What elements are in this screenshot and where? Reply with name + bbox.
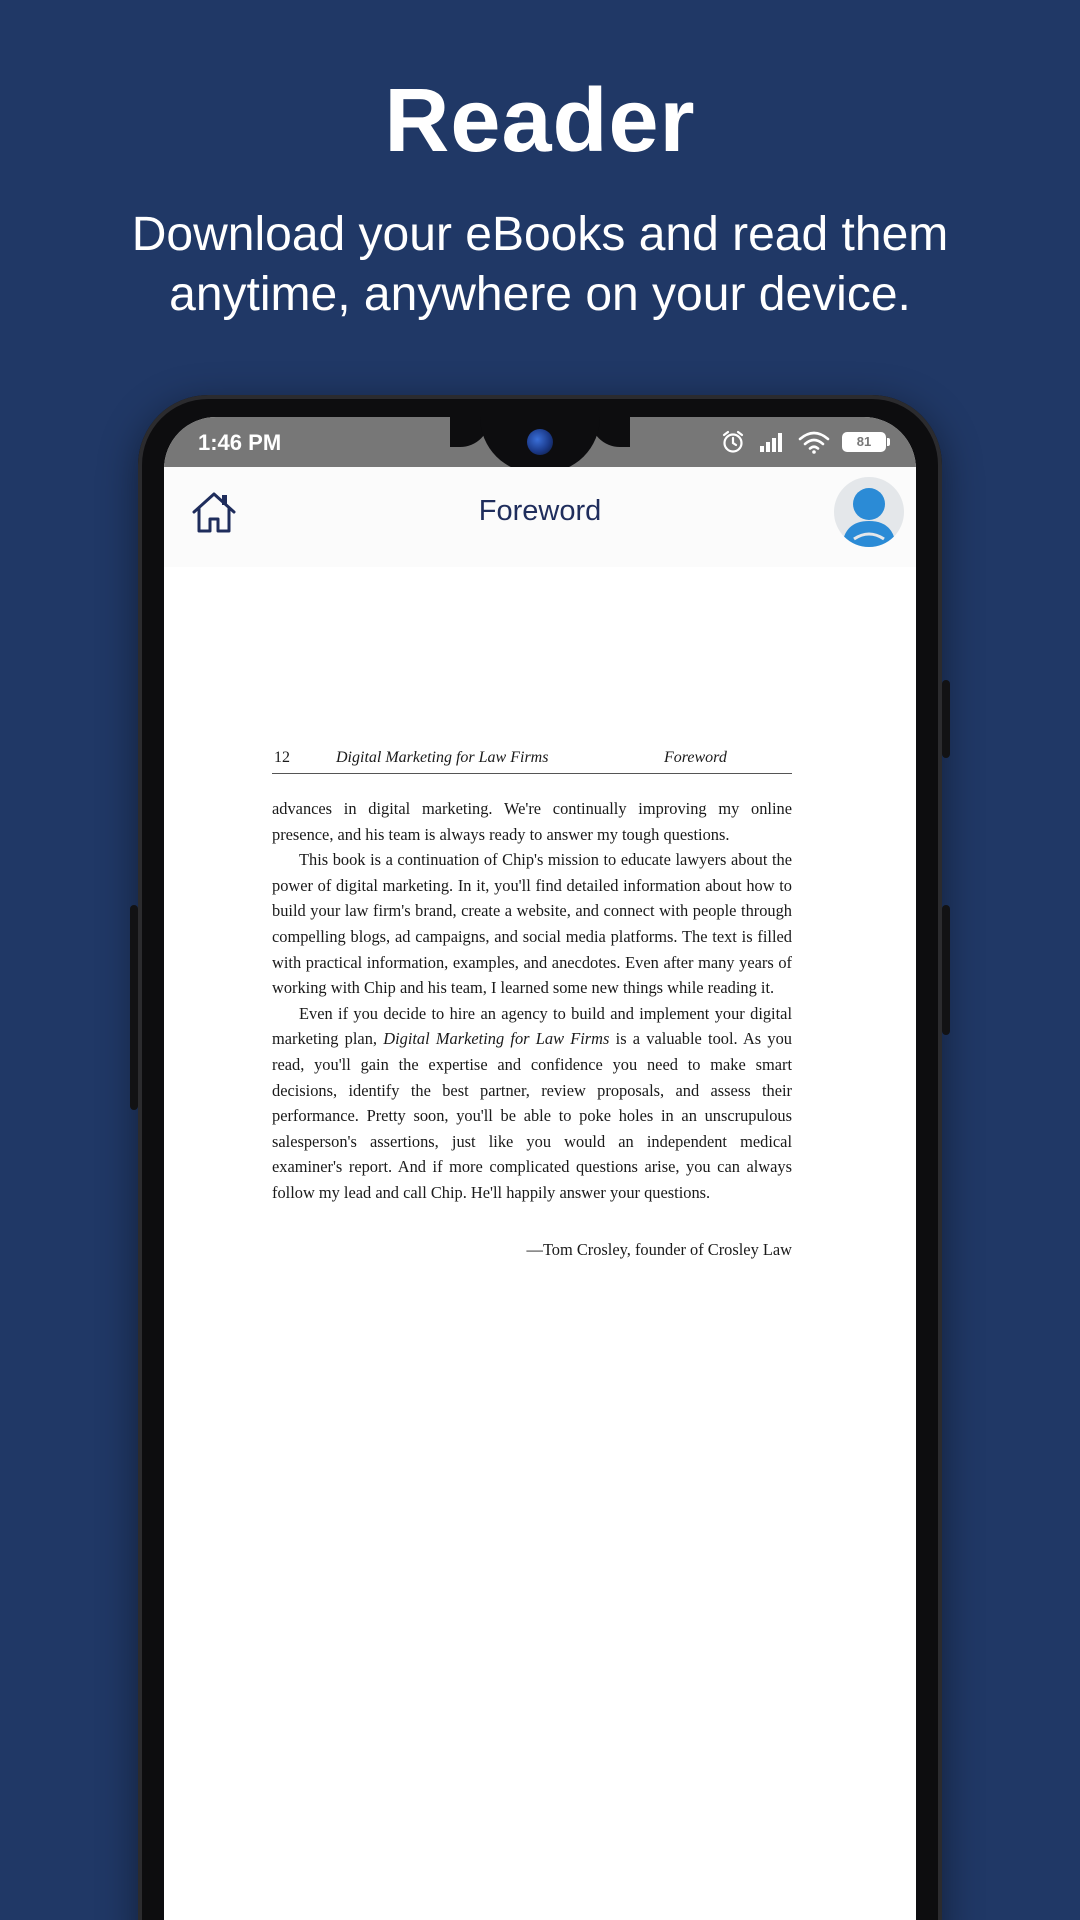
user-avatar-icon <box>834 477 904 547</box>
status-icons <box>720 427 886 457</box>
running-head <box>272 747 792 774</box>
page-title: Foreword <box>478 495 602 527</box>
paragraph-1: advances in digital marketing. We're continually improving my online presence, and his team is always ready to answer my tough questions. <box>272 799 792 844</box>
phone-power-button <box>942 680 950 758</box>
promo-subtitle-line1: Download your eBooks and read them <box>131 208 949 261</box>
book-page <box>272 747 792 1260</box>
phone-screen <box>164 417 916 1920</box>
phone-side-button <box>942 905 950 1035</box>
signal-icon <box>758 431 786 453</box>
front-camera <box>527 429 553 455</box>
promo-subtitle-line2: anytime, anywhere on your device. <box>169 268 911 321</box>
wifi-icon <box>798 430 830 454</box>
phone-frame <box>138 395 942 1920</box>
alarm-icon <box>720 429 746 455</box>
promo-title: Reader <box>384 71 696 171</box>
paragraph-2: This book is a continuation of Chip's mission to educate lawyers about the power of digital marketing. In it, you'll find detailed information about how to build your law firm's brand, create a website, and connect with people through compelling blogs, ad campaigns, and social media platforms. The text is filled with practical information, examples, and anecdotes. Even after many years of working with Chip and his team, I learned some new things while reading it. <box>272 850 792 998</box>
paragraph-3 <box>272 1001 792 1206</box>
foreword-signature: —Tom Crosley, founder of Crosley Law <box>526 1239 792 1259</box>
running-head-section: Foreword <box>664 749 727 766</box>
app-bar <box>164 467 916 567</box>
battery-icon: 81 <box>842 432 886 452</box>
page-body <box>272 796 792 1206</box>
running-head-book-title: Digital Marketing for Law Firms <box>336 749 549 766</box>
phone-volume-button <box>130 905 138 1110</box>
paragraph-3-italic-title: Digital Marketing for Law Firms <box>383 1029 610 1049</box>
page-number: 12 <box>274 749 290 766</box>
status-time: 1:46 PM <box>198 430 282 455</box>
paragraph-3-part-a: Even if you decide to hire an agency to build and implement your digital marketing plan, <box>272 1003 792 1049</box>
profile-avatar-button[interactable] <box>834 477 904 547</box>
promo-subtitle <box>60 205 1020 325</box>
paragraph-3-part-b: is a valuable tool. As you read, you'll gain the expertise and confidence you need to make smart decisions, identify the best partner, review proposals, and assess their performance. Pretty soon, you'll be able to poke holes in an unscrupulous salesperson's assertions, just like you would an independent medical examiner's report. And if more complicated questions arise, you can always follow my lead and call Chip. He'll happily answer your questions. <box>272 1029 792 1202</box>
